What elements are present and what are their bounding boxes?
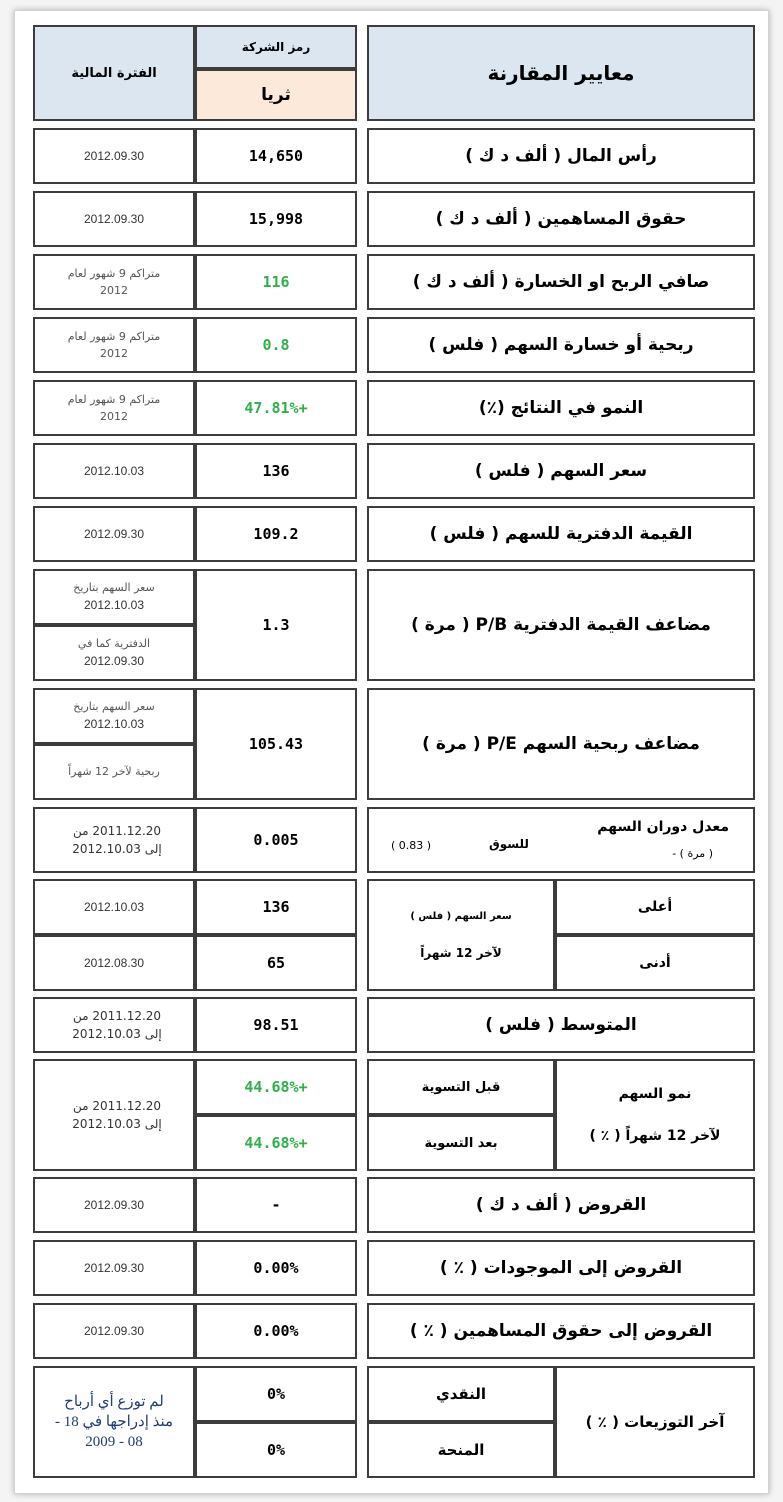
price-range-group — [367, 879, 555, 991]
period-to: إلى 2012.10.03 — [72, 1027, 162, 1041]
period-from: 2011.12.20 من — [72, 1009, 162, 1023]
row-results-growth-period — [33, 380, 195, 436]
period-from: 2011.12.20 من — [72, 1099, 162, 1113]
pe-earnings-period: ربحية لآخر 12 شهراً — [33, 744, 195, 800]
price-low-label: أدنى — [555, 935, 755, 991]
pe-date-1: 2012.10.03 — [83, 717, 145, 732]
row-book-value-label: القيمة الدفترية للسهم ( فلس ) — [367, 506, 755, 562]
turnover-value: 0.005 — [195, 807, 357, 873]
row-share-price-period: 2012.10.03 — [33, 443, 195, 499]
row-capital-period: 2012.09.30 — [33, 128, 195, 184]
row-equity-label: حقوق المساهمين ( ألف د ك ) — [367, 191, 755, 247]
header-company-symbol: ثريا — [195, 69, 357, 121]
price-low-value: 65 — [195, 935, 357, 991]
pb-note-1: سعر السهم بتاريخ — [73, 581, 155, 595]
row-net-profit-label: صافي الربح او الخسارة ( ألف د ك ) — [367, 254, 755, 310]
pe-ratio-value: 105.43 — [195, 688, 357, 800]
turnover-unit: ( مرة ) - — [672, 847, 713, 860]
growth-before-label: قبل التسوية — [367, 1059, 555, 1115]
growth-after-label: بعد التسوية — [367, 1115, 555, 1171]
pb-ratio-label: مضاعف القيمة الدفترية P/B ( مرة ) — [367, 569, 755, 681]
loans-label: القروض ( ألف د ك ) — [367, 1177, 755, 1233]
pe-note-1: سعر السهم بتاريخ — [73, 700, 155, 714]
pb-date-2: 2012.09.30 — [83, 654, 145, 669]
loans-to-assets-value: 0.00% — [195, 1240, 357, 1296]
period-year: 2012 — [100, 347, 128, 360]
row-book-value-value: 109.2 — [195, 506, 357, 562]
price-range-group-label: سعر السهم ( فلس ) — [410, 910, 512, 922]
last-dividends-label: آخر التوزيعات ( ٪ ) — [555, 1366, 755, 1478]
turnover-period — [33, 807, 195, 873]
header-criteria: معايير المقارنة — [367, 25, 755, 121]
cash-dividend-value: 0% — [195, 1366, 357, 1422]
row-capital-value: 14,650 — [195, 128, 357, 184]
price-range-group-sub: لآخر 12 شهراً — [420, 945, 502, 960]
period-to: إلى 2012.10.03 — [72, 1117, 162, 1131]
row-equity-value: 15,998 — [195, 191, 357, 247]
period-note: متراكم 9 شهور لعام — [67, 392, 161, 406]
row-results-growth-label: النمو في النتائج (٪) — [367, 380, 755, 436]
row-equity-period: 2012.09.30 — [33, 191, 195, 247]
price-low-date: 2012.08.30 — [33, 935, 195, 991]
loans-period: 2012.09.30 — [33, 1177, 195, 1233]
average-price-label: المتوسط ( فلس ) — [367, 997, 755, 1053]
price-high-value: 136 — [195, 879, 357, 935]
header-period: الفترة المالية — [33, 25, 195, 121]
loans-to-assets-label: القروض إلى الموجودات ( ٪ ) — [367, 1240, 755, 1296]
loans-to-equity-label: القروض إلى حقوق المساهمين ( ٪ ) — [367, 1303, 755, 1359]
row-eps-value: 0.8 — [195, 317, 357, 373]
header-symbol-label: رمز الشركة — [195, 25, 357, 69]
pb-date-1: 2012.10.03 — [83, 598, 145, 613]
period-note: متراكم 9 شهور لعام — [67, 266, 161, 280]
price-high-date: 2012.10.03 — [33, 879, 195, 935]
loans-to-assets-period: 2012.09.30 — [33, 1240, 195, 1296]
average-price-value: 98.51 — [195, 997, 357, 1053]
share-growth-sub: لآخر 12 شهراً ( ٪ ) — [589, 1128, 721, 1144]
period-to: إلى 2012.10.03 — [72, 842, 162, 856]
growth-before-value: 44.68%+ — [195, 1059, 357, 1115]
bonus-dividend-value: 0% — [195, 1422, 357, 1478]
row-eps-period — [33, 317, 195, 373]
loans-value: - — [195, 1177, 357, 1233]
share-growth-label-cell — [555, 1059, 755, 1171]
turnover-label-cell — [367, 807, 755, 873]
loans-to-equity-period: 2012.09.30 — [33, 1303, 195, 1359]
dividends-note: لم توزع أي أرباح منذ إدراجها في 18 - 08 - 2009 — [33, 1366, 195, 1478]
row-capital-label: رأس المال ( ألف د ك ) — [367, 128, 755, 184]
pb-price-date — [33, 569, 195, 625]
share-growth-label: نمو السهم — [618, 1086, 692, 1102]
price-high-label: أعلى — [555, 879, 755, 935]
average-price-period — [33, 997, 195, 1053]
pe-ratio-label: مضاعف ربحية السهم P/E ( مرة ) — [367, 688, 755, 800]
period-note: متراكم 9 شهور لعام — [67, 329, 161, 343]
turnover-market-label: للسوق — [489, 837, 529, 851]
period-from: 2011.12.20 من — [72, 824, 162, 838]
share-growth-period — [33, 1059, 195, 1171]
cash-dividend-label: النقدي — [367, 1366, 555, 1422]
row-results-growth-value: 47.81%+ — [195, 380, 357, 436]
pb-book-date — [33, 625, 195, 681]
growth-after-value: 44.68%+ — [195, 1115, 357, 1171]
row-book-value-period: 2012.09.30 — [33, 506, 195, 562]
row-share-price-label: سعر السهم ( فلس ) — [367, 443, 755, 499]
pe-price-date — [33, 688, 195, 744]
row-net-profit-period — [33, 254, 195, 310]
turnover-label: معدل دوران السهم — [597, 819, 729, 835]
row-net-profit-value: 116 — [195, 254, 357, 310]
row-share-price-value: 136 — [195, 443, 357, 499]
bonus-dividend-label: المنحة — [367, 1422, 555, 1478]
pb-ratio-value: 1.3 — [195, 569, 357, 681]
row-eps-label: ربحية أو خسارة السهم ( فلس ) — [367, 317, 755, 373]
loans-to-equity-value: 0.00% — [195, 1303, 357, 1359]
comparison-table-card — [14, 10, 769, 1494]
period-year: 2012 — [100, 284, 128, 297]
period-year: 2012 — [100, 410, 128, 423]
pb-note-2: الدفترية كما في — [77, 637, 151, 651]
turnover-market-value: ( 0.83 ) — [391, 839, 432, 852]
